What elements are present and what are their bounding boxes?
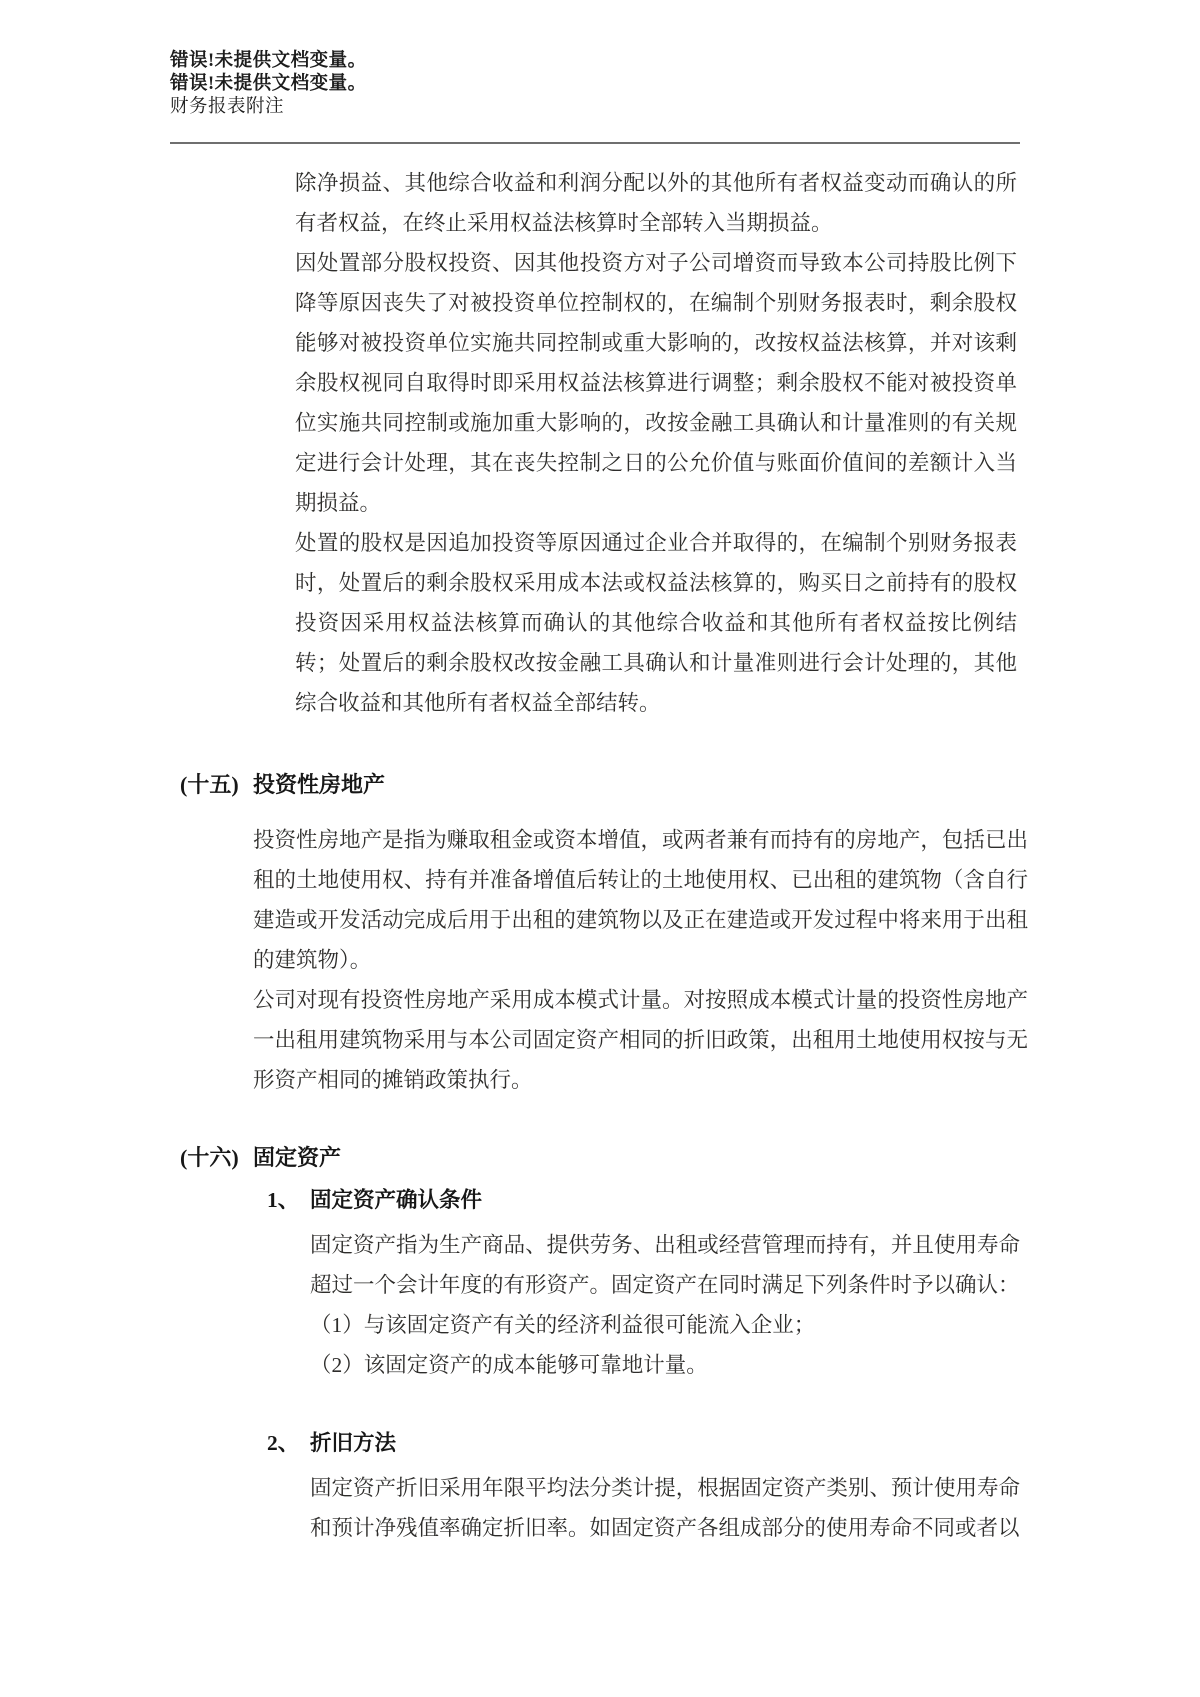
subsection-2-heading <box>267 1428 396 1458</box>
header-doc-var-error-2: 错误!未提供文档变量。 <box>170 74 367 94</box>
section-16-label: (十六) <box>180 1145 239 1170</box>
section-15-paragraph-2: 公司对现有投资性房地产采用成本模式计量。对按照成本模式计量的投资性房地产一出租用建筑物采用与本公司固定资产相同的折旧政策，出租用土地使用权按与无形资产相同的摊销政策执行。 <box>253 988 1028 1092</box>
depreciation-method-paragraph: 固定资产折旧采用年限平均法分类计提，根据固定资产类别、预计使用寿命和预计净残值率确定折旧率。如固定资产各组成部分的使用寿命不同或者以 <box>310 1476 1020 1540</box>
header-doc-var-error-1: 错误!未提供文档变量。 <box>170 51 367 71</box>
equity-method-paragraph-1: 除净损益、其他综合收益和利润分配以外的其他所有者权益变动而确认的所有者权益，在终止采用权益法核算时全部转入当期损益。 <box>295 171 1017 235</box>
section-16-heading <box>180 1143 341 1173</box>
section-16-title: 固定资产 <box>253 1145 342 1170</box>
subsection-2-body <box>310 1468 1020 1548</box>
page-header <box>170 50 367 119</box>
section-15-label: (十五) <box>180 772 239 797</box>
subsection-1-title: 固定资产确认条件 <box>310 1188 483 1212</box>
subsection-1-number: 1、 <box>267 1188 300 1212</box>
recognition-criteria-item-1: （1）与该固定资产有关的经济利益很可能流入企业； <box>310 1313 816 1337</box>
subsection-2-title: 折旧方法 <box>310 1431 397 1455</box>
section-15-title: 投资性房地产 <box>253 772 386 797</box>
header-rule <box>170 142 1020 144</box>
section-15-heading <box>180 770 385 800</box>
equity-method-paragraph-3: 处置的股权是因追加投资等原因通过企业合并取得的，在编制个别财务报表时，处置后的剩余股权采用成本法或权益法核算的，购买日之前持有的股权投资因采用权益法核算而确认的其他综合收益和其他所有者权益按比例结转；处置后的剩余股权改按金融工具确认和计量准则进行会计处理的，其他综合收益和其他所有者权益全部结转。 <box>295 531 1017 715</box>
recognition-criteria-item-2: （2）该固定资产的成本能够可靠地计量。 <box>310 1353 708 1377</box>
subsection-1-body <box>310 1225 1020 1385</box>
header-subtitle: 财务报表附注 <box>170 97 285 117</box>
recognition-criteria-intro: 固定资产指为生产商品、提供劳务、出租或经营管理而持有，并且使用寿命超过一个会计年度的有形资产。固定资产在同时满足下列条件时予以确认： <box>310 1233 1020 1297</box>
equity-method-paragraph-2: 因处置部分股权投资、因其他投资方对子公司增资而导致本公司持股比例下降等原因丧失了对被投资单位控制权的，在编制个别财务报表时，剩余股权能够对被投资单位实施共同控制或重大影响的，改按权益法核算，并对该剩余股权视同自取得时即采用权益法核算进行调整；剩余股权不能对被投资单位实施共同控制或施加重大影响的，改按金融工具确认和计量准则的有关规定进行会计处理，其在丧失控制之日的公允价值与账面价值间的差额计入当期损益。 <box>295 251 1017 515</box>
subsection-2-number: 2、 <box>267 1431 300 1455</box>
section-15-body <box>253 820 1028 1100</box>
subsection-1-heading <box>267 1185 482 1215</box>
section-15-paragraph-1: 投资性房地产是指为赚取租金或资本增值，或两者兼有而持有的房地产，包括已出租的土地使用权、持有并准备增值后转让的土地使用权、已出租的建筑物（含自行建造或开发活动完成后用于出租的建筑物以及正在建造或开发过程中将来用于出租的建筑物）。 <box>253 828 1028 972</box>
